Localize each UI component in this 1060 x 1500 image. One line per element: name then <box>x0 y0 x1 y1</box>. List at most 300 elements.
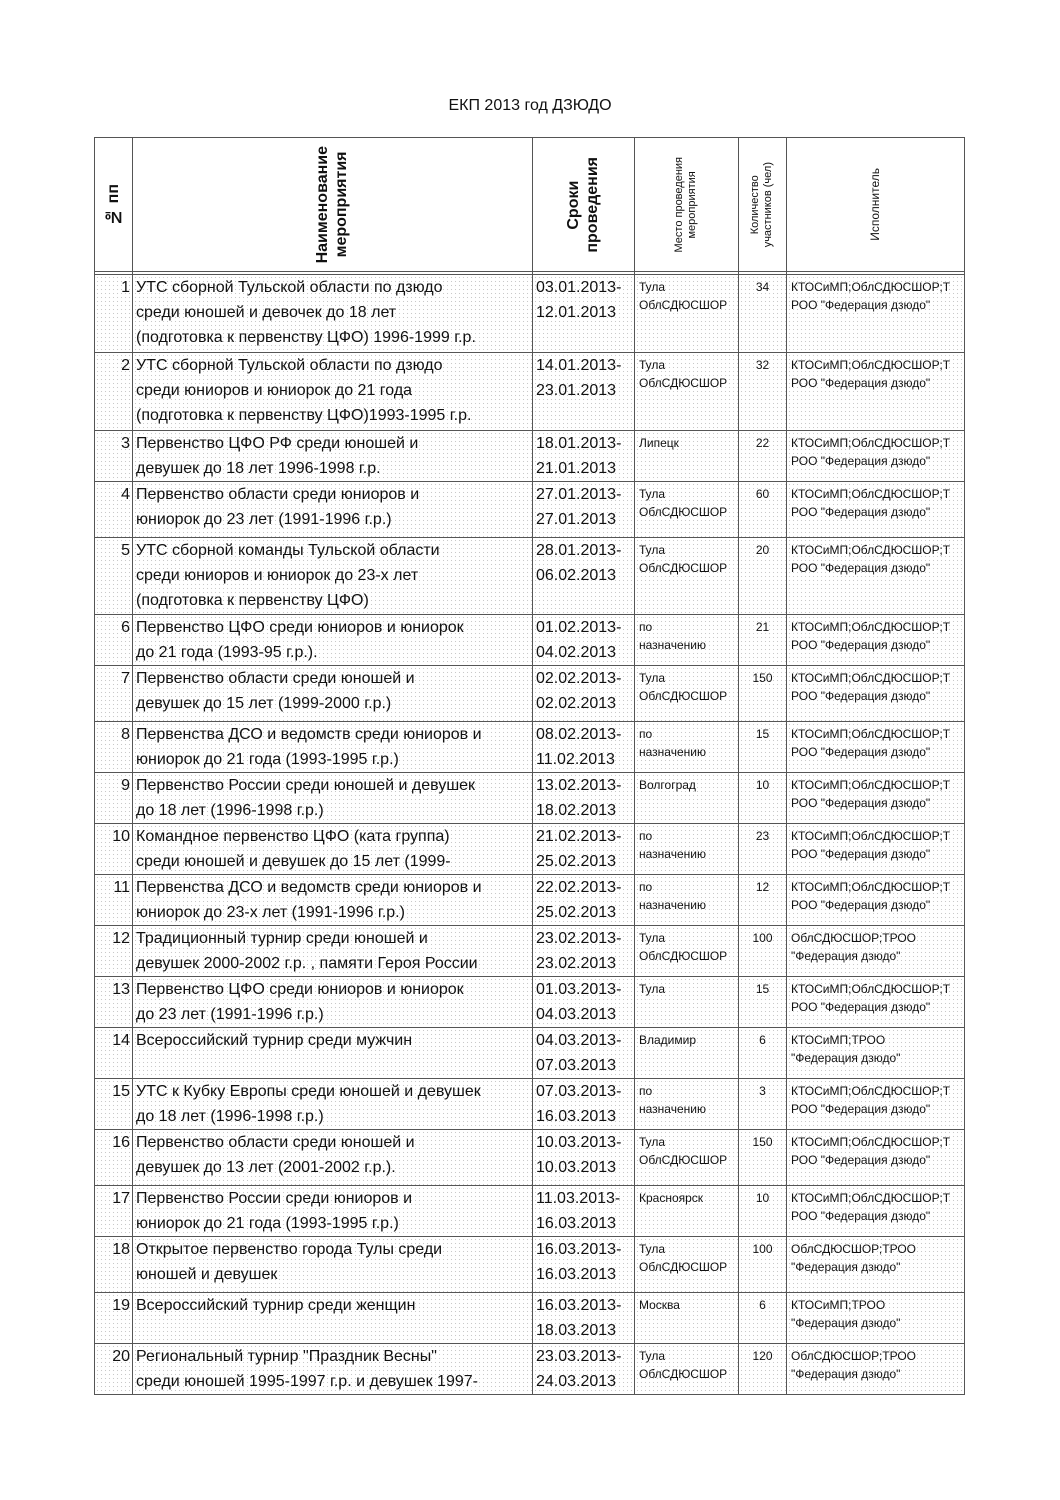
event-dates <box>533 1130 635 1186</box>
participant-count: 60 <box>739 482 787 538</box>
event-place-line: по <box>639 829 653 843</box>
row-number: 9 <box>95 773 133 824</box>
events-table <box>94 137 965 1395</box>
event-name-line: (подготовка к первенству ЦФО) 1996-1999 г.р. <box>136 329 476 346</box>
event-executor-line: "Федерация дзюдо" <box>791 1260 901 1274</box>
event-name-line: Региональный турнир "Праздник Весны" <box>136 1348 437 1365</box>
event-date-line: 18.01.2013- <box>536 435 622 452</box>
event-date-line: 25.02.2013 <box>536 904 617 921</box>
row-number: 16 <box>95 1130 133 1186</box>
event-name-line: Первенство России среди юношей и девушек <box>136 777 476 794</box>
table-row <box>95 1344 965 1395</box>
event-place-line: ОблСДЮСШОР <box>639 949 728 963</box>
event-executor <box>787 666 965 722</box>
participant-count: 32 <box>739 353 787 431</box>
event-place-line: по <box>639 727 653 741</box>
table-row <box>95 1028 965 1079</box>
event-place-line: Липецк <box>639 436 679 450</box>
event-place-line: Тула <box>639 487 666 501</box>
event-name <box>133 773 533 824</box>
event-dates <box>533 926 635 977</box>
event-place <box>635 666 739 722</box>
event-date-line: 07.03.2013 <box>536 1057 617 1074</box>
event-name-line: среди юношей 1995-1997 г.р. и девушек 1997- <box>136 1373 478 1390</box>
event-place-line: Тула <box>639 1242 666 1256</box>
table-row <box>95 666 965 722</box>
event-executor-line: КТОСиМП;ОблСДЮСШОР;Т <box>791 671 951 685</box>
event-place <box>635 824 739 875</box>
event-executor-line: РОО "Федерация дзюдо" <box>791 796 931 810</box>
event-date-line: 16.03.2013- <box>536 1297 622 1314</box>
event-name-line: девушек 2000-2002 г.р. , памяти Героя России <box>136 955 478 972</box>
event-executor <box>787 1079 965 1130</box>
event-name-line: Первенство области среди юношей и <box>136 670 415 687</box>
event-executor-line: КТОСиМП;ОблСДЮСШОР;Т <box>791 620 951 634</box>
event-place <box>635 1293 739 1344</box>
header-count: Количество участников (чел) <box>739 138 787 272</box>
event-date-line: 28.01.2013- <box>536 542 622 559</box>
event-date-line: 14.01.2013- <box>536 357 622 374</box>
event-date-line: 08.02.2013- <box>536 726 622 743</box>
table-row <box>95 1186 965 1237</box>
event-name-line: Первенство области среди юношей и <box>136 1134 415 1151</box>
event-executor <box>787 824 965 875</box>
event-date-line: 04.03.2013- <box>536 1032 622 1049</box>
row-number: 4 <box>95 482 133 538</box>
event-executor <box>787 538 965 615</box>
event-executor-line: КТОСиМП;ТРОО <box>791 1033 886 1047</box>
event-dates <box>533 353 635 431</box>
event-dates <box>533 1186 635 1237</box>
event-place-line: Красноярск <box>639 1191 704 1205</box>
event-place-line: назначению <box>639 898 706 912</box>
event-executor-line: РОО "Федерация дзюдо" <box>791 689 931 703</box>
event-date-line: 11.03.2013- <box>536 1190 621 1207</box>
event-place-line: Тула <box>639 931 666 945</box>
event-name <box>133 1237 533 1293</box>
event-place <box>635 926 739 977</box>
event-executor-line: ОблСДЮСШОР;ТРОО <box>791 1242 916 1256</box>
event-name-line: Первенства ДСО и ведомств среди юниоров и <box>136 726 482 743</box>
event-executor-line: КТОСиМП;ОблСДЮСШОР;Т <box>791 487 951 501</box>
participant-count: 6 <box>739 1293 787 1344</box>
event-name <box>133 722 533 773</box>
event-executor <box>787 722 965 773</box>
event-date-line: 10.03.2013 <box>536 1159 617 1176</box>
participant-count: 120 <box>739 1344 787 1395</box>
participant-count: 20 <box>739 538 787 615</box>
event-name <box>133 926 533 977</box>
event-name-line: УТС сборной Тульской области по дзюдо <box>136 279 443 296</box>
event-name-line: юниорок до 21 года (1993-1995 г.р.) <box>136 1215 399 1232</box>
header-place: Место проведения мероприятия <box>635 138 739 272</box>
event-dates <box>533 1079 635 1130</box>
event-name <box>133 482 533 538</box>
event-executor <box>787 926 965 977</box>
event-executor-line: "Федерация дзюдо" <box>791 1316 901 1330</box>
row-number: 6 <box>95 615 133 666</box>
row-number: 11 <box>95 875 133 926</box>
event-place-line: ОблСДЮСШОР <box>639 376 728 390</box>
event-dates <box>533 875 635 926</box>
event-date-line: 11.02.2013 <box>536 751 615 768</box>
event-name <box>133 1028 533 1079</box>
participant-count: 15 <box>739 722 787 773</box>
event-name <box>133 824 533 875</box>
row-number: 10 <box>95 824 133 875</box>
event-place-line: Тула <box>639 671 666 685</box>
participant-count: 6 <box>739 1028 787 1079</box>
event-place-line: по <box>639 880 653 894</box>
event-executor-line: КТОСиМП;ТРОО <box>791 1298 886 1312</box>
event-executor-line: КТОСиМП;ОблСДЮСШОР;Т <box>791 436 951 450</box>
event-name-line: Традиционный турнир среди юношей и <box>136 930 428 947</box>
row-number: 20 <box>95 1344 133 1395</box>
event-date-line: 24.03.2013 <box>536 1373 617 1390</box>
table-header <box>95 138 965 275</box>
row-number: 19 <box>95 1293 133 1344</box>
header-name: Наименование мероприятия <box>133 138 533 272</box>
event-executor <box>787 275 965 353</box>
row-number: 8 <box>95 722 133 773</box>
event-executor-line: РОО "Федерация дзюдо" <box>791 505 931 519</box>
event-place <box>635 1079 739 1130</box>
event-date-line: 27.01.2013 <box>536 511 617 528</box>
event-dates <box>533 1293 635 1344</box>
event-name-line: до 18 лет (1996-1998 г.р.) <box>136 1108 324 1125</box>
participant-count: 10 <box>739 773 787 824</box>
event-name-line: Первенство ЦФО среди юниоров и юниорок <box>136 981 464 998</box>
event-place <box>635 353 739 431</box>
event-place <box>635 875 739 926</box>
event-name-line: Первенство России среди юниоров и <box>136 1190 413 1207</box>
event-place <box>635 1237 739 1293</box>
event-date-line: 16.03.2013 <box>536 1266 617 1283</box>
event-name-line: УТС к Кубку Европы среди юношей и девушек <box>136 1083 481 1100</box>
participant-count: 100 <box>739 926 787 977</box>
event-executor-line: "Федерация дзюдо" <box>791 949 901 963</box>
event-date-line: 22.02.2013- <box>536 879 622 896</box>
participant-count: 12 <box>739 875 787 926</box>
event-name <box>133 1344 533 1395</box>
participant-count: 34 <box>739 275 787 353</box>
table-row <box>95 482 965 538</box>
event-date-line: 21.02.2013- <box>536 828 622 845</box>
event-name <box>133 431 533 482</box>
event-executor-line: КТОСиМП;ОблСДЮСШОР;Т <box>791 1084 951 1098</box>
header-executor: Исполнитель <box>787 138 965 272</box>
event-executor-line: КТОСиМП;ОблСДЮСШОР;Т <box>791 727 951 741</box>
event-executor <box>787 977 965 1028</box>
row-number: 18 <box>95 1237 133 1293</box>
event-executor-line: КТОСиМП;ОблСДЮСШОР;Т <box>791 543 951 557</box>
event-executor-line: РОО "Федерация дзюдо" <box>791 847 931 861</box>
participant-count: 15 <box>739 977 787 1028</box>
event-place <box>635 538 739 615</box>
event-date-line: 16.03.2013 <box>536 1215 617 1232</box>
event-name <box>133 353 533 431</box>
row-number: 12 <box>95 926 133 977</box>
event-executor-line: "Федерация дзюдо" <box>791 1051 901 1065</box>
event-executor-line: КТОСиМП;ОблСДЮСШОР;Т <box>791 1135 951 1149</box>
event-executor-line: РОО "Федерация дзюдо" <box>791 745 931 759</box>
event-place <box>635 275 739 353</box>
event-name-line: Всероссийский турнир среди женщин <box>136 1297 416 1314</box>
event-name-line: до 18 лет (1996-1998 г.р.) <box>136 802 324 819</box>
table-row <box>95 824 965 875</box>
event-name-line: юниорок до 21 года (1993-1995 г.р.) <box>136 751 399 768</box>
table-row <box>95 353 965 431</box>
participant-count: 3 <box>739 1079 787 1130</box>
event-executor-line: ОблСДЮСШОР;ТРОО <box>791 931 916 945</box>
row-number: 13 <box>95 977 133 1028</box>
event-date-line: 18.02.2013 <box>536 802 617 819</box>
event-place-line: ОблСДЮСШОР <box>639 561 728 575</box>
event-name-line: среди юношей и девушек до 15 лет (1999- <box>136 853 451 870</box>
event-name-line: среди юниоров и юниорок до 23-х лет <box>136 567 419 584</box>
event-place <box>635 482 739 538</box>
event-executor <box>787 1186 965 1237</box>
event-name-line: девушек до 18 лет 1996-1998 г.р. <box>136 460 381 477</box>
participant-count: 21 <box>739 615 787 666</box>
row-number: 1 <box>95 275 133 353</box>
event-dates <box>533 666 635 722</box>
page-title: ЕКП 2013 год ДЗЮДО <box>448 97 612 114</box>
table-row <box>95 875 965 926</box>
event-executor-line: РОО "Федерация дзюдо" <box>791 376 931 390</box>
event-executor-line: "Федерация дзюдо" <box>791 1367 901 1381</box>
event-name-line: УТС сборной Тульской области по дзюдо <box>136 357 443 374</box>
table-row <box>95 722 965 773</box>
event-name-line: Первенство области среди юниоров и <box>136 486 420 503</box>
event-name <box>133 538 533 615</box>
event-executor-line: РОО "Федерация дзюдо" <box>791 1000 931 1014</box>
event-dates <box>533 722 635 773</box>
event-place-line: Тула <box>639 543 666 557</box>
event-date-line: 25.02.2013 <box>536 853 617 870</box>
event-executor <box>787 353 965 431</box>
event-place-line: ОблСДЮСШОР <box>639 689 728 703</box>
row-number: 5 <box>95 538 133 615</box>
header-dates: Сроки проведения <box>533 138 635 272</box>
event-executor <box>787 482 965 538</box>
event-executor-line: РОО "Федерация дзюдо" <box>791 898 931 912</box>
event-dates <box>533 538 635 615</box>
header-num: № пп <box>95 138 133 272</box>
event-name-line: юниорок до 23 лет (1991-1996 г.р.) <box>136 511 392 528</box>
table-row <box>95 538 965 615</box>
event-place <box>635 977 739 1028</box>
table-row <box>95 431 965 482</box>
event-place <box>635 1186 739 1237</box>
event-executor-line: КТОСиМП;ОблСДЮСШОР;Т <box>791 880 951 894</box>
event-name-line: (подготовка к первенству ЦФО) <box>136 592 369 609</box>
event-name <box>133 1186 533 1237</box>
event-name-line: юношей и девушек <box>136 1266 278 1283</box>
event-date-line: 23.02.2013- <box>536 930 622 947</box>
event-name-line: среди юниоров и юниорок до 21 года <box>136 382 413 399</box>
event-executor-line: КТОСиМП;ОблСДЮСШОР;Т <box>791 358 951 372</box>
event-place-line: назначению <box>639 745 706 759</box>
event-executor <box>787 1344 965 1395</box>
event-name-line: (подготовка к первенству ЦФО)1993-1995 г.р. <box>136 407 472 424</box>
event-executor-line: РОО "Федерация дзюдо" <box>791 561 931 575</box>
event-name-line: юниорок до 23-х лет (1991-1996 г.р.) <box>136 904 405 921</box>
event-date-line: 13.02.2013- <box>536 777 622 794</box>
event-place-line: ОблСДЮСШОР <box>639 1260 728 1274</box>
table-row <box>95 1293 965 1344</box>
event-dates <box>533 1344 635 1395</box>
table-row <box>95 1079 965 1130</box>
event-name-line: до 23 лет (1991-1996 г.р.) <box>136 1006 324 1023</box>
event-place-line: Тула <box>639 280 666 294</box>
event-date-line: 16.03.2013 <box>536 1108 617 1125</box>
event-executor <box>787 773 965 824</box>
event-executor-line: РОО "Федерация дзюдо" <box>791 1153 931 1167</box>
event-executor <box>787 1293 965 1344</box>
event-place-line: назначению <box>639 847 706 861</box>
table-row <box>95 977 965 1028</box>
event-name-line: девушек до 13 лет (2001-2002 г.р.). <box>136 1159 396 1176</box>
event-date-line: 07.03.2013- <box>536 1083 622 1100</box>
event-date-line: 12.01.2013 <box>536 304 617 321</box>
table-row <box>95 926 965 977</box>
event-executor-line: ОблСДЮСШОР;ТРОО <box>791 1349 916 1363</box>
event-dates <box>533 615 635 666</box>
event-executor <box>787 615 965 666</box>
event-date-line: 10.03.2013- <box>536 1134 622 1151</box>
event-dates <box>533 482 635 538</box>
event-date-line: 23.03.2013- <box>536 1348 622 1365</box>
table-body <box>95 275 965 1395</box>
event-date-line: 02.02.2013- <box>536 670 622 687</box>
event-place-line: ОблСДЮСШОР <box>639 298 728 312</box>
event-date-line: 02.02.2013 <box>536 695 617 712</box>
event-date-line: 01.02.2013- <box>536 619 622 636</box>
event-name-line: УТС сборной команды Тульской области <box>136 542 440 559</box>
row-number: 15 <box>95 1079 133 1130</box>
participant-count: 22 <box>739 431 787 482</box>
event-name-line: Первенства ДСО и ведомств среди юниоров и <box>136 879 482 896</box>
event-executor <box>787 431 965 482</box>
event-executor-line: РОО "Федерация дзюдо" <box>791 298 931 312</box>
event-dates <box>533 1237 635 1293</box>
table-row <box>95 275 965 353</box>
event-place <box>635 431 739 482</box>
event-name-line: среди юношей и девочек до 18 лет <box>136 304 397 321</box>
event-dates <box>533 824 635 875</box>
event-place <box>635 722 739 773</box>
event-place <box>635 1028 739 1079</box>
event-date-line: 21.01.2013 <box>536 460 617 477</box>
event-place-line: Тула <box>639 1135 666 1149</box>
event-place-line: Тула <box>639 1349 666 1363</box>
event-executor-line: КТОСиМП;ОблСДЮСШОР;Т <box>791 280 951 294</box>
event-dates <box>533 431 635 482</box>
event-name <box>133 1293 533 1344</box>
event-executor-line: КТОСиМП;ОблСДЮСШОР;Т <box>791 982 951 996</box>
event-name-line: Всероссийский турнир среди мужчин <box>136 1032 413 1049</box>
event-executor <box>787 875 965 926</box>
event-date-line: 16.03.2013- <box>536 1241 622 1258</box>
table-row <box>95 1130 965 1186</box>
event-date-line: 23.01.2013 <box>536 382 617 399</box>
participant-count: 23 <box>739 824 787 875</box>
event-place-line: по <box>639 1084 653 1098</box>
event-executor <box>787 1237 965 1293</box>
event-dates <box>533 1028 635 1079</box>
row-number: 3 <box>95 431 133 482</box>
row-number: 2 <box>95 353 133 431</box>
event-place-line: по <box>639 620 653 634</box>
event-executor-line: КТОСиМП;ОблСДЮСШОР;Т <box>791 1191 951 1205</box>
event-place <box>635 1344 739 1395</box>
event-name <box>133 1079 533 1130</box>
event-executor-line: РОО "Федерация дзюдо" <box>791 1209 931 1223</box>
event-place-line: Москва <box>639 1298 680 1312</box>
row-number: 17 <box>95 1186 133 1237</box>
event-place-line: назначению <box>639 638 706 652</box>
event-name-line: Первенство ЦФО среди юниоров и юниорок <box>136 619 464 636</box>
event-place-line: назначению <box>639 1102 706 1116</box>
event-name <box>133 977 533 1028</box>
event-place-line: ОблСДЮСШОР <box>639 505 728 519</box>
table-row <box>95 773 965 824</box>
table-row <box>95 1237 965 1293</box>
event-date-line: 27.01.2013- <box>536 486 622 503</box>
row-number: 7 <box>95 666 133 722</box>
event-place-line: ОблСДЮСШОР <box>639 1153 728 1167</box>
event-name <box>133 615 533 666</box>
event-name <box>133 275 533 353</box>
event-executor-line: РОО "Федерация дзюдо" <box>791 638 931 652</box>
event-place <box>635 615 739 666</box>
event-place-line: Владимир <box>639 1033 697 1047</box>
event-place-line: Волгоград <box>639 778 696 792</box>
event-place-line: Тула <box>639 982 666 996</box>
row-number: 14 <box>95 1028 133 1079</box>
event-name-line: Открытое первенство города Тулы среди <box>136 1241 443 1258</box>
event-name <box>133 875 533 926</box>
event-name-line: девушек до 15 лет (1999-2000 г.р.) <box>136 695 392 712</box>
event-date-line: 06.02.2013 <box>536 567 617 584</box>
event-place <box>635 773 739 824</box>
participant-count: 10 <box>739 1186 787 1237</box>
event-executor-line: РОО "Федерация дзюдо" <box>791 454 931 468</box>
event-executor-line: КТОСиМП;ОблСДЮСШОР;Т <box>791 829 951 843</box>
event-name-line: Первенство ЦФО РФ среди юношей и <box>136 435 419 452</box>
event-dates <box>533 275 635 353</box>
event-place-line: ОблСДЮСШОР <box>639 1367 728 1381</box>
event-date-line: 03.01.2013- <box>536 279 622 296</box>
event-executor-line: КТОСиМП;ОблСДЮСШОР;Т <box>791 778 951 792</box>
event-place-line: Тула <box>639 358 666 372</box>
event-date-line: 04.02.2013 <box>536 644 617 661</box>
event-executor-line: РОО "Федерация дзюдо" <box>791 1102 931 1116</box>
event-dates <box>533 773 635 824</box>
table-row <box>95 615 965 666</box>
event-date-line: 23.02.2013 <box>536 955 617 972</box>
event-name-line: до 21 года (1993-95 г.р.). <box>136 644 318 661</box>
participant-count: 150 <box>739 1130 787 1186</box>
event-date-line: 04.03.2013 <box>536 1006 617 1023</box>
participant-count: 150 <box>739 666 787 722</box>
event-executor <box>787 1028 965 1079</box>
event-date-line: 18.03.2013 <box>536 1322 617 1339</box>
event-place <box>635 1130 739 1186</box>
event-name <box>133 1130 533 1186</box>
event-name <box>133 666 533 722</box>
